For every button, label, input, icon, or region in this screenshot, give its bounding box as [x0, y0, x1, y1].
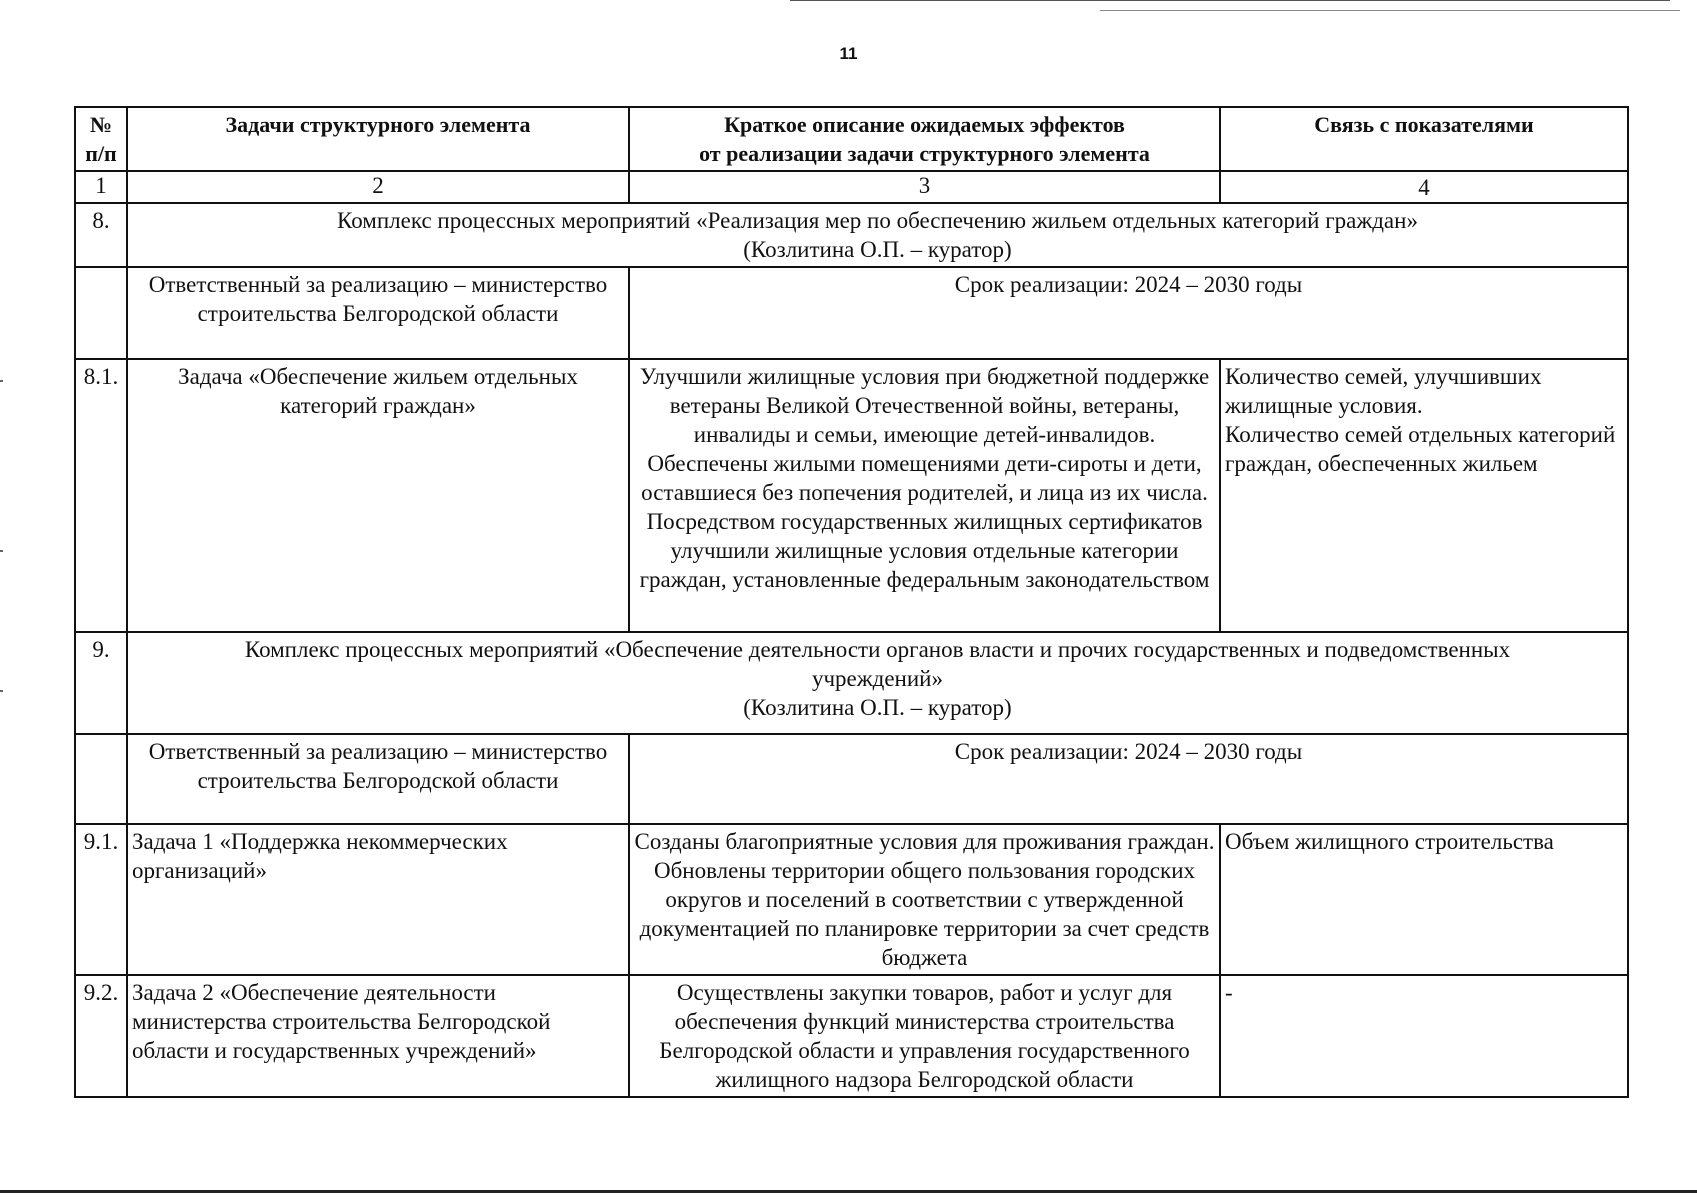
empty-cell — [75, 267, 127, 359]
task-cell: Задача «Обеспечение жильем отдельных категорий граждан» — [127, 359, 629, 632]
column-number: 1 — [75, 171, 127, 203]
term-cell: Срок реализации: 2024 – 2030 годы — [629, 734, 1628, 824]
section-8-responsible-row — [75, 267, 1628, 359]
task-cell: Задача 2 «Обеспечение деятельности министерства строительства Белгородской области и государственных учреждений» — [127, 975, 629, 1097]
row-number: 9.2. — [75, 975, 127, 1097]
indicator-text: Количество семей отдельных категорий граждан, обеспеченных жильем — [1225, 422, 1616, 476]
scan-edge-line — [790, 0, 1670, 1]
table-row — [75, 824, 1628, 975]
column-number-row — [75, 171, 1628, 203]
indicators-cell: - — [1220, 975, 1628, 1097]
effects-cell: Улучшили жилищные условия при бюджетной поддержке ветераны Великой Отечественной войны, ветераны, инвалиды и семьи, имеющие детей-инвалидов. Обеспечены жилыми помещениями дети-сироты и дети, оставшиеся без попечения родителей, и лица из их числа. Посредством государственных жилищных сертификатов улучшили жилищные условия отдельные категории граждан, установленные федеральным законодательством — [629, 359, 1220, 632]
header-effects-line2: от реализации задачи структурного элемента — [699, 141, 1150, 166]
section-curator: (Козлитина О.П. – куратор) — [743, 237, 1012, 262]
section-title-cell — [127, 203, 1628, 267]
term-cell: Срок реализации: 2024 – 2030 годы — [629, 267, 1628, 359]
header-effects — [629, 107, 1220, 171]
page-number: 11 — [839, 44, 858, 63]
row-number: 9.1. — [75, 824, 127, 975]
row-number: 8. — [75, 203, 127, 267]
scan-margin-mark — [0, 550, 3, 552]
indicator-text: Количество семей, улучшивших жилищные условия. — [1225, 364, 1542, 418]
indicators-cell: Объем жилищного строительства — [1220, 824, 1628, 975]
column-number: 4 — [1220, 171, 1628, 203]
section-9-row — [75, 632, 1628, 734]
section-title: Комплекс процессных мероприятий «Обеспечение деятельности органов власти и прочих государственных и подведомственных учреждений» — [244, 637, 1511, 691]
indicators-cell — [1220, 359, 1628, 632]
row-number: 8.1. — [75, 359, 127, 632]
structural-elements-table — [74, 106, 1629, 1098]
table-row — [75, 975, 1628, 1097]
section-curator: (Козлитина О.П. – куратор) — [743, 695, 1012, 720]
table-header-row — [75, 107, 1628, 171]
section-title-cell — [127, 632, 1628, 734]
scan-margin-mark — [0, 690, 3, 692]
table-row — [75, 359, 1628, 632]
task-cell: Задача 1 «Поддержка некоммерческих организаций» — [127, 824, 629, 975]
responsible-cell: Ответственный за реализацию – министерство строительства Белгородской области — [127, 267, 629, 359]
column-number: 2 — [127, 171, 629, 203]
section-title: Комплекс процессных мероприятий «Реализация мер по обеспечению жильем отдельных категорий граждан» — [337, 208, 1418, 233]
effects-cell: Созданы благоприятные условия для проживания граждан. Обновлены территории общего пользования городских округов и поселений в соответствии с утвержденной документацией по планировке территории за счет средств бюджета — [629, 824, 1220, 975]
effects-cell: Осуществлены закупки товаров, работ и услуг для обеспечения функций министерства строительства Белгородской области и управления государственного жилищного надзора Белгородской области — [629, 975, 1220, 1097]
section-9-responsible-row — [75, 734, 1628, 824]
empty-cell — [75, 734, 127, 824]
scan-edge-line — [0, 1190, 1697, 1193]
scan-margin-mark — [0, 380, 3, 382]
header-effects-line1: Краткое описание ожидаемых эффектов — [724, 112, 1125, 137]
header-indicators: Связь с показателями — [1220, 107, 1628, 171]
responsible-cell: Ответственный за реализацию – министерство строительства Белгородской области — [127, 734, 629, 824]
header-number: № п/п — [75, 107, 127, 171]
scan-edge-line — [1100, 10, 1680, 11]
row-number: 9. — [75, 632, 127, 734]
header-tasks: Задачи структурного элемента — [127, 107, 629, 171]
column-number: 3 — [629, 171, 1220, 203]
section-8-row — [75, 203, 1628, 267]
